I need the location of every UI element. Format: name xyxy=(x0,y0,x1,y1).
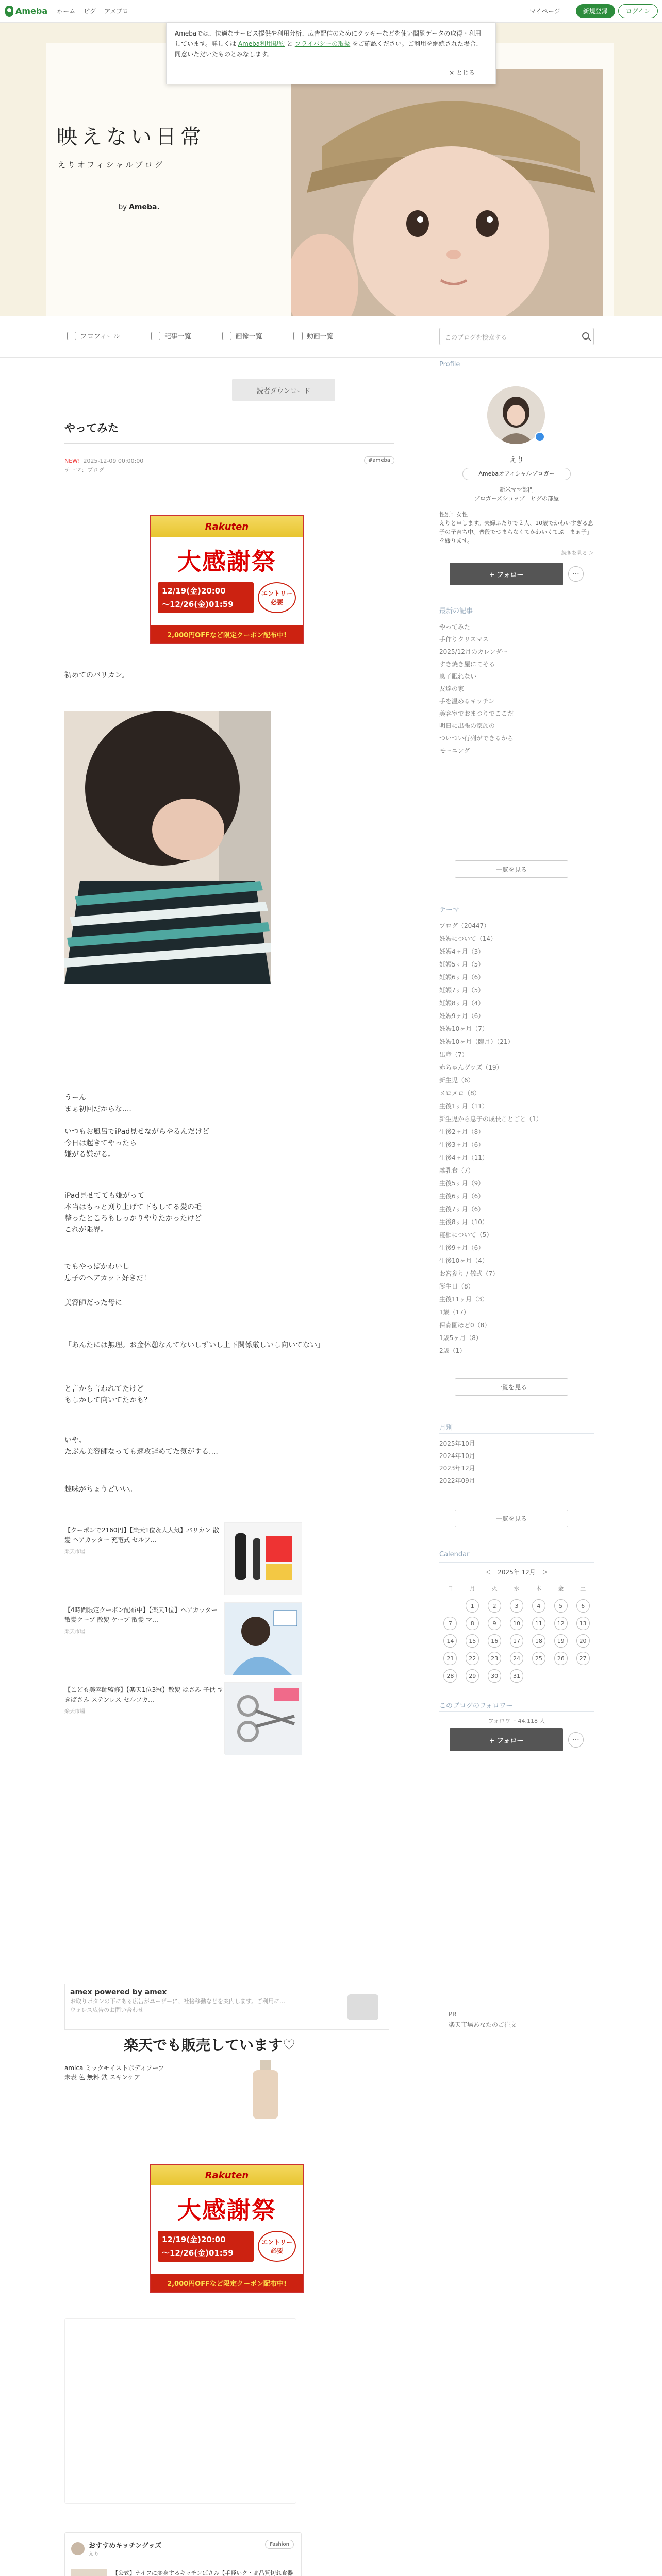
video-icon xyxy=(293,332,303,340)
theme-item[interactable]: 生後10ヶ月（4） xyxy=(439,1257,488,1264)
theme-item[interactable]: 生後5ヶ月（9） xyxy=(439,1180,485,1187)
theme-item[interactable]: 1歳（17） xyxy=(439,1309,470,1316)
theme-item[interactable]: 妊娠9ヶ月（6） xyxy=(439,1012,485,1020)
theme-item[interactable]: 生後9ヶ月（6） xyxy=(439,1244,485,1251)
cookie-notice xyxy=(166,23,496,84)
paragraph-4: でもやっぱかわいし 息子のヘアカット好きだ！ xyxy=(64,1263,151,1282)
nav-images[interactable] xyxy=(222,331,262,341)
rakuten-banner-top[interactable] xyxy=(150,515,304,644)
title-divider xyxy=(64,443,394,444)
theme-item[interactable]: 生後1ヶ月（11） xyxy=(439,1103,488,1110)
theme-item[interactable]: 生後2ヶ月（8） xyxy=(439,1128,485,1136)
lower-side-links xyxy=(449,2009,517,2030)
calendar-day[interactable]: 25 xyxy=(532,1652,545,1665)
ad-title: amex powered by amex xyxy=(70,1988,167,1996)
calendar-day[interactable]: 1 xyxy=(466,1599,479,1613)
profile-name[interactable]: えり xyxy=(509,456,524,464)
paragraph-5: 美容師だった母に xyxy=(64,1299,122,1307)
rakuten-item-thumbnail[interactable] xyxy=(224,1602,302,1674)
search-placeholder: このブログを検索する xyxy=(445,334,507,341)
cookie-and: と xyxy=(286,40,293,47)
calendar-day[interactable]: 7 xyxy=(443,1617,457,1630)
rakuten-item-info xyxy=(64,1522,224,1595)
sidebar-divider xyxy=(439,1711,594,1712)
theme-item[interactable]: 生後11ヶ月（3） xyxy=(439,1296,488,1303)
channel-follow-button[interactable]: Fashion xyxy=(265,2540,294,2549)
top-nav-pigg[interactable]: ピグ xyxy=(84,8,96,15)
channel-name: おすすめキッチングッズ xyxy=(89,2542,162,2550)
archive-list xyxy=(439,1437,594,1487)
haircut-photo-illustration xyxy=(64,711,271,984)
nav-videos-label: 動画一覧 xyxy=(306,333,334,341)
signup-button[interactable]: 新規登録 xyxy=(576,4,615,18)
search-icon[interactable] xyxy=(582,332,589,340)
entry-theme[interactable]: テーマ：ブログ xyxy=(64,467,104,473)
banner-header xyxy=(151,516,303,537)
channel-item-title[interactable]: 【公式】ナイフに変身するキッチンばさみ【手軽いク・高品質切れ食器 xyxy=(112,2570,293,2576)
calendar-day[interactable]: 26 xyxy=(554,1652,568,1665)
calendar-day[interactable]: 29 xyxy=(466,1669,479,1683)
paragraph-9: 趣味がちょうどいい。 xyxy=(64,1485,137,1494)
banner-coupon: 2,000円OFFなど限定クーポン配布中! xyxy=(151,625,303,643)
recent-article[interactable]: 美容室でおまつりでここだ xyxy=(439,710,514,717)
calendar-day[interactable]: 13 xyxy=(576,1617,590,1630)
calendar-day[interactable]: 30 xyxy=(488,1669,501,1683)
theme-item[interactable]: 新生児から息子の成長ことごと（1） xyxy=(439,1115,542,1123)
theme-item[interactable]: 2歳（1） xyxy=(439,1347,466,1354)
theme-item[interactable]: 新生児（6） xyxy=(439,1077,474,1084)
cookie-text-2: をご確認ください。ご利用を継続された場合、同意いただいたものとみなします。 xyxy=(175,40,483,58)
theme-item[interactable]: 妊娠10ヶ月（臨月）（21） xyxy=(439,1038,514,1045)
product-image[interactable] xyxy=(242,2060,289,2122)
image-icon xyxy=(222,332,231,340)
channel-avatar xyxy=(71,2542,85,2555)
channel-card xyxy=(64,2532,302,2576)
scissors-product-image xyxy=(225,1683,302,1755)
calendar-heading: Calendar xyxy=(439,1551,470,1558)
recent-article[interactable]: 明日に出張の家族の xyxy=(439,722,495,730)
blog-subtitle: えりオフィシャルブログ xyxy=(58,160,165,170)
recent-article[interactable]: ついつい行列ができるから xyxy=(439,735,514,742)
top-nav-home[interactable]: ホーム xyxy=(57,8,76,15)
banner-dates: 12/19(金)20:00 〜12/26(金)01:59 xyxy=(158,582,254,613)
follower-count[interactable]: フォロワー 44,118 人 xyxy=(488,1718,545,1724)
rakuten-order-link[interactable]: 楽天市場あなたのご注文 xyxy=(449,2021,517,2028)
paragraph-6: 「あんたには無理。お金休憩なんてないしずいし上下関係厳しいし向いてない」 xyxy=(64,1341,324,1349)
banner-brand: Rakuten xyxy=(205,521,249,532)
follow-button[interactable]: + フォロー xyxy=(450,563,563,585)
calendar-day[interactable]: 6 xyxy=(576,1599,590,1613)
theme-item[interactable]: 1歳5ヶ月（8） xyxy=(439,1334,482,1342)
channel-header[interactable] xyxy=(71,2540,161,2557)
ad-text: お取りボタンの下にある広告がユーザーに、社接移動などを案内します。ご利用に… xyxy=(70,1998,286,2005)
pr-label: PR xyxy=(449,2011,457,2018)
calendar-weekday: 日 xyxy=(447,1585,453,1592)
calendar-day[interactable]: 15 xyxy=(466,1634,479,1648)
theme-item[interactable]: 妊娠7ヶ月（5） xyxy=(439,987,485,994)
theme-list xyxy=(439,920,594,1358)
rakuten-item-info xyxy=(64,1682,224,1754)
blog-title[interactable]: 映えない日常 xyxy=(57,125,205,149)
calendar-day[interactable]: 16 xyxy=(488,1634,501,1648)
theme-list-all-button[interactable]: 一覧を見る xyxy=(455,1378,568,1396)
theme-item[interactable]: 妊娠6ヶ月（6） xyxy=(439,974,485,981)
archive-list-all-button[interactable]: 一覧を見る xyxy=(455,1510,568,1527)
blog-search-input[interactable] xyxy=(439,328,594,345)
banner-entry-badge: エントリー必要 xyxy=(258,2231,296,2262)
rakuten-item-shop: 楽天市場 xyxy=(64,1629,85,1635)
calendar-weekday: 月 xyxy=(469,1585,475,1592)
recent-article[interactable]: モーニング xyxy=(439,747,470,754)
ameba-logo[interactable] xyxy=(5,6,47,17)
banner-headline: 大感謝祭 xyxy=(177,548,276,575)
sponsored-ad[interactable] xyxy=(64,1984,389,2030)
profile-icon xyxy=(67,332,76,340)
calendar-day[interactable]: 4 xyxy=(532,1599,545,1613)
calendar-day[interactable]: 8 xyxy=(466,1617,479,1630)
top-right xyxy=(529,4,658,18)
theme-item[interactable]: メロメロ（8） xyxy=(439,1090,481,1097)
banner-entry-badge: エントリー必要 xyxy=(258,582,296,613)
by-text: by xyxy=(119,204,127,211)
nav-articles-label: 記事一覧 xyxy=(164,333,191,341)
nav-articles[interactable] xyxy=(151,331,191,341)
rakuten-item[interactable] xyxy=(64,1522,302,1595)
calendar-day[interactable]: 10 xyxy=(510,1617,523,1630)
calendar-day[interactable]: 24 xyxy=(510,1652,523,1665)
calendar-day[interactable]: 3 xyxy=(510,1599,523,1613)
calendar-day[interactable]: 17 xyxy=(510,1634,523,1648)
theme-item[interactable]: 出産（7） xyxy=(439,1051,468,1058)
recent-list-all-button[interactable]: 一覧を見る xyxy=(455,860,568,878)
ameba-logo-icon xyxy=(5,6,13,17)
archive-month[interactable]: 2023年12月 xyxy=(439,1465,475,1472)
channel-owner: えり xyxy=(89,2552,99,2557)
theme-heading: テーマ xyxy=(439,906,460,914)
sidebar-divider xyxy=(439,1562,594,1563)
archive-month[interactable]: 2025年10月 xyxy=(439,1440,475,1447)
paragraph-3: iPad見せてても嫌がって 本当はもっと刈り上げて下もしてる髪の毛 整ったところもしっかりやりたかったけど これが限界。 xyxy=(64,1192,202,1234)
calendar-day[interactable]: 12 xyxy=(554,1617,568,1630)
calendar-day[interactable]: 14 xyxy=(443,1634,457,1648)
rakuten-section-title: 楽天でも販売しています♡ xyxy=(124,2037,296,2054)
hero-baby-photo xyxy=(291,69,603,327)
follow-options-button[interactable]: ⋯ xyxy=(568,566,584,582)
calendar-day[interactable]: 5 xyxy=(554,1599,568,1613)
banner-coupon: 2,000円OFFなど限定クーポン配布中! xyxy=(151,2274,303,2292)
calendar-day[interactable]: 27 xyxy=(576,1652,590,1665)
new-badge: NEW! xyxy=(64,457,80,464)
banner-dates-row xyxy=(158,582,296,613)
calendar-month[interactable]: ＜ 2025年 12月 ＞ xyxy=(485,1569,548,1576)
ad-link[interactable]: ウォレス広告のお問い合わせ xyxy=(70,2007,144,2013)
paragraph-7: と言から言われてたけど もしかして向いてたかも？ xyxy=(64,1385,151,1404)
cart-icon xyxy=(347,1994,378,2020)
recent-article[interactable]: やってみた xyxy=(439,623,471,631)
calendar xyxy=(439,1566,594,1683)
blog-nav xyxy=(0,316,662,358)
paragraph-1: 初めてのバリカン。 xyxy=(64,671,129,680)
paragraph-2: うーん まぁ初回だからな.... いつもお風呂でiPad見せながらやるんだけど 今日は起きてやったら 嫌がる嫌がる。 xyxy=(64,1094,210,1159)
calendar-day[interactable]: 20 xyxy=(576,1634,590,1648)
recent-articles-list xyxy=(439,621,594,757)
theme-item[interactable]: 生後6ヶ月（6） xyxy=(439,1193,485,1200)
calendar-day[interactable]: 31 xyxy=(510,1669,523,1683)
calendar-weekday: 火 xyxy=(491,1585,498,1592)
rakuten-item-title[interactable]: 【こども美容師監修】【楽天1位3冠】散髪 はさみ 子供 すきばさみ ステンレス セルフカ… xyxy=(64,1686,224,1703)
calendar-day[interactable]: 9 xyxy=(488,1617,501,1630)
theme-item[interactable]: 保育園ほど0（8） xyxy=(439,1321,491,1329)
entry-date: 2025-12-09 00:00:00 xyxy=(83,457,144,464)
ameba-brand: Ameba. xyxy=(129,203,160,211)
by-ameba xyxy=(119,203,160,211)
terms-link[interactable]: Ameba利用規約 xyxy=(238,40,285,47)
theme-item[interactable]: 妊娠10ヶ月（7） xyxy=(439,1025,488,1032)
archive-month[interactable]: 2024年10月 xyxy=(439,1452,475,1460)
rakuten-item-shop: 楽天市場 xyxy=(64,1709,85,1715)
banner-dates: 12/19(金)20:00 〜12/26(金)01:59 xyxy=(158,2231,254,2262)
theme-item[interactable]: 妊娠4ヶ月（3） xyxy=(439,948,485,955)
recent-article[interactable]: 2025/12月のカレンダー xyxy=(439,648,508,655)
haircut-photo xyxy=(64,711,271,984)
haircut-cape-product-image xyxy=(225,1603,302,1675)
theme-item[interactable]: ブログ（20447） xyxy=(439,922,490,929)
recent-article[interactable]: 手作りクリスマス xyxy=(439,636,489,643)
soap-bottle-image xyxy=(242,2060,289,2122)
cookie-text: Amebaでは、快適なサービス提供や利用分析、広告配信のためにクッキーなどを使い閲覧データの取得・利用しています。詳しくは xyxy=(175,30,482,47)
nav-profile[interactable] xyxy=(67,331,120,341)
rakuten-item-thumbnail[interactable] xyxy=(224,1522,302,1595)
theme-item[interactable]: お宮参り / 儀式（7） xyxy=(439,1270,499,1277)
paragraph-8: いや。 たぶん美容師なっても速攻辞めてた気がする.... xyxy=(64,1436,218,1456)
profile-bio: 性別：女性 えりと申します。夫婦ふたりで２人、10歳でかわいすぎる息子の子育ち中。普段でつまらなくてかわいくてぶ「まぁ子」を綴ります。 xyxy=(439,511,594,544)
mypage-link[interactable]: マイページ xyxy=(529,8,560,15)
recent-article[interactable]: 手を温めるキッチン xyxy=(439,698,495,705)
calendar-day[interactable]: 11 xyxy=(532,1617,545,1630)
top-nav-ameblo[interactable]: アメブロ xyxy=(104,8,129,15)
banner-brand: Rakuten xyxy=(205,2170,249,2181)
recent-heading: 最新の記事 xyxy=(439,607,473,615)
follow-button-bottom[interactable]: + フォロー xyxy=(450,1728,563,1751)
cookie-close-button[interactable]: × とじる xyxy=(449,69,475,76)
top-nav xyxy=(57,7,137,15)
empty-embed-box xyxy=(64,2318,296,2504)
rakuten-item-shop: 楽天市場 xyxy=(64,1549,85,1555)
theme-item[interactable]: 妊娠について（14） xyxy=(439,935,497,942)
profile-more-link[interactable]: 続きを見る ＞ xyxy=(561,551,594,556)
rakuten-item[interactable] xyxy=(64,1602,302,1674)
baby-photo-illustration xyxy=(291,69,603,327)
theme-item[interactable]: 赤ちゃんグッズ（19） xyxy=(439,1064,503,1071)
calendar-weekday: 木 xyxy=(536,1585,542,1592)
calendar-day[interactable]: 18 xyxy=(532,1634,545,1648)
product-name[interactable]: amica ミックモイストボディソープ 未表 色 無料 鉄 スキンケア xyxy=(64,2064,164,2081)
recent-article[interactable]: 友達の家 xyxy=(439,685,465,692)
theme-item[interactable]: 寝相について（5） xyxy=(439,1231,493,1239)
theme-item[interactable]: 生後3ヶ月（6） xyxy=(439,1141,485,1148)
calendar-day[interactable]: 22 xyxy=(466,1652,479,1665)
follow-options-button-bottom[interactable]: ⋯ xyxy=(568,1732,584,1748)
rakuten-banner-bottom[interactable] xyxy=(150,2164,304,2293)
nav-videos[interactable] xyxy=(293,331,334,341)
entry-meta xyxy=(64,456,143,475)
calendar-day xyxy=(443,1599,457,1613)
theme-item[interactable]: 妊娠5ヶ月（5） xyxy=(439,961,485,968)
reader-button[interactable]: 読者ダウンロード xyxy=(232,379,335,401)
theme-item[interactable]: 生後8ヶ月（10） xyxy=(439,1218,488,1226)
channel-item-row xyxy=(71,2569,296,2576)
theme-item[interactable]: 生後7ヶ月（6） xyxy=(439,1206,485,1213)
calendar-day xyxy=(554,1669,568,1683)
calendar-weekday: 水 xyxy=(514,1585,520,1592)
rakuten-item-title[interactable]: 【クーポンで2160円】【楽天1位＆大人気】バリカン 散髪 ヘアカッター 充電式 セルフ… xyxy=(64,1527,219,1544)
calendar-day[interactable]: 23 xyxy=(488,1652,501,1665)
privacy-link[interactable]: プライバシーの取扱 xyxy=(294,40,351,47)
calendar-grid xyxy=(439,1582,594,1683)
theme-item[interactable]: 誕生日（8） xyxy=(439,1283,474,1290)
theme-item[interactable]: 離乳食（7） xyxy=(439,1167,474,1174)
calendar-day xyxy=(532,1669,545,1683)
rakuten-item[interactable] xyxy=(64,1682,302,1754)
banner-headline: 大感謝祭 xyxy=(177,2196,276,2224)
calendar-weekday: 金 xyxy=(558,1585,564,1592)
banner-header xyxy=(151,2165,303,2185)
channel-item-thumbnail xyxy=(71,2569,107,2576)
rakuten-item-title[interactable]: 【4時間限定クーポン配布中】【楽天1位】ヘアカッター 散髪ケープ 散髪 ケープ 散髪 マ… xyxy=(64,1606,218,1623)
calendar-weekday: 土 xyxy=(580,1585,586,1592)
theme-item[interactable]: 生後4ヶ月（11） xyxy=(439,1154,488,1161)
recent-article[interactable]: 息子眠れない xyxy=(439,673,477,680)
sidebar-divider xyxy=(439,1433,594,1434)
article-list-icon xyxy=(151,332,160,340)
channel-item[interactable] xyxy=(71,2569,296,2576)
entry-title[interactable]: やってみた xyxy=(64,422,119,434)
calendar-day[interactable]: 19 xyxy=(554,1634,568,1648)
login-button[interactable]: ログイン xyxy=(618,4,658,18)
archive-heading: 月別 xyxy=(439,1424,453,1432)
blog-header xyxy=(0,23,662,316)
share-tag[interactable]: #ameba xyxy=(364,456,394,464)
rakuten-item-thumbnail[interactable] xyxy=(224,1682,302,1754)
nav-profile-label: プロフィール xyxy=(80,333,120,341)
rakuten-item-info xyxy=(64,1602,224,1674)
official-blogger-badge[interactable]: Amebaオフィシャルブロガー xyxy=(462,468,571,480)
calendar-day[interactable]: 2 xyxy=(488,1599,501,1613)
banner-dates-row xyxy=(158,2231,296,2262)
top-bar xyxy=(0,0,662,23)
calendar-day[interactable]: 21 xyxy=(443,1652,457,1665)
archive-month[interactable]: 2022年09月 xyxy=(439,1477,475,1484)
calendar-day[interactable]: 28 xyxy=(443,1669,457,1683)
theme-item[interactable]: 妊娠8ヶ月（4） xyxy=(439,999,485,1007)
followers-heading: このブログのフォロワー xyxy=(439,1702,513,1710)
verified-icon xyxy=(535,432,545,442)
logo-text: Ameba xyxy=(15,6,48,16)
recent-article[interactable]: すき焼き屋にてそる xyxy=(439,660,495,668)
profile-heading: Profile xyxy=(439,361,460,368)
profile-categories[interactable]: 新米ママ部門 ブロガーズショップ ピグの部屋 xyxy=(474,486,559,502)
clipper-product-image xyxy=(225,1523,302,1595)
nav-images-label: 画像一覧 xyxy=(235,333,262,341)
blog-nav-items xyxy=(67,331,365,341)
